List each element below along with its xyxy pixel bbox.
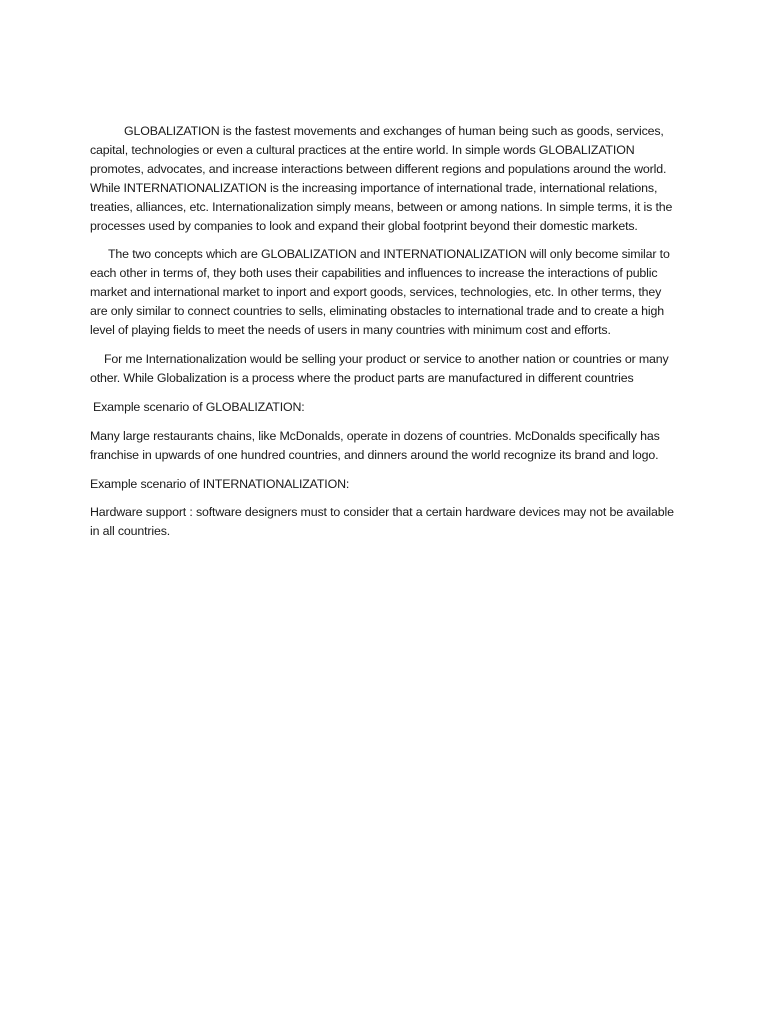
paragraph-globalization-example: Many large restaurants chains, like McDonalds, operate in dozens of countries. McDonalds specifically has franchise in upwards of one hundred countries, and dinners around the world recognize its brand and logo. xyxy=(90,428,660,462)
heading-globalization-example: Example scenario of GLOBALIZATION: xyxy=(93,399,305,414)
paragraph-globalization-definition: GLOBALIZATION is the fastest movements and exchanges of human being such as goods, services, capital, technologies or even a cultural practices at the entire world. In simple words GLOBALIZATION promotes, advocates, and increase interactions between different regions and populations around the world. While INTERNATIONALIZATION is the increasing importance of international trade, international relations, treaties, alliances, etc. Internationalization simply means, between or among nations. In simple terms, it is the processes used by companies to look and expand their global footprint beyond their domestic markets. xyxy=(90,124,673,233)
paragraph-personal-view: For me Internationalization would be selling your product or service to another nation or countries or many other. While Globalization is a process where the product parts are manufactured in different countries xyxy=(90,351,669,385)
heading-internationalization-example: Example scenario of INTERNATIONALIZATION: xyxy=(90,476,350,491)
document-body xyxy=(90,122,678,551)
paragraph-similarities: The two concepts which are GLOBALIZATION and INTERNATIONALIZATION will only become similar to each other in terms of, they both uses their capabilities and influences to increase the interactions of public market and international market to inport and export goods, services, technologies, etc. In other terms, they are only similar to connect countries to sells, eliminating obstacles to international trade and to create a high level of playing fields to meet the needs of users in many countries with minimum cost and efforts. xyxy=(90,247,670,338)
paragraph-internationalization-example: Hardware support : software designers must to consider that a certain hardware devices may not be available in all countries. xyxy=(90,505,674,539)
